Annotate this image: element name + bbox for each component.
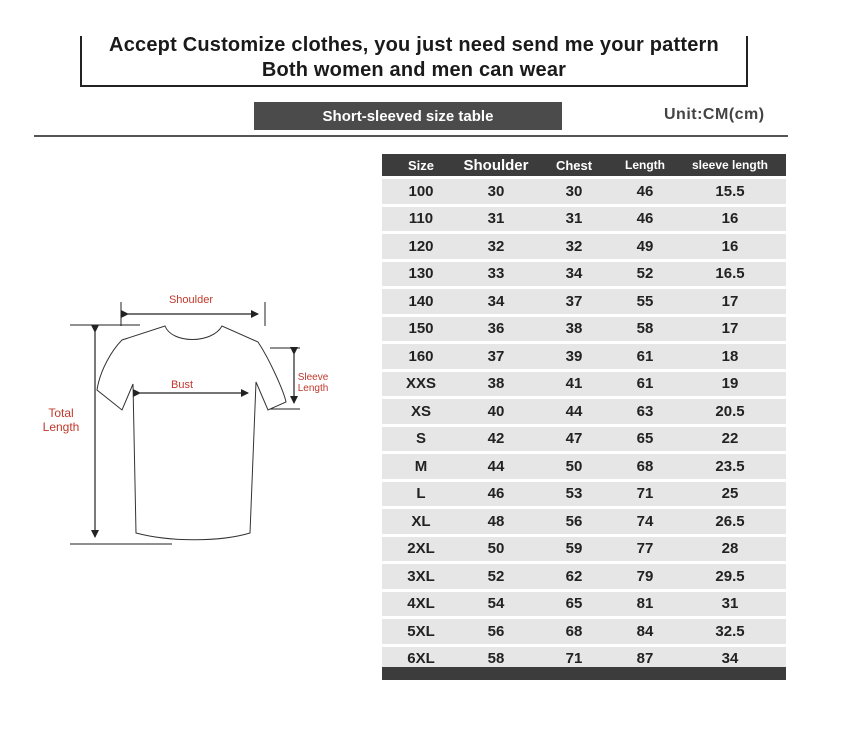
cell-sleeve-length: 28: [674, 537, 786, 562]
cell-shoulder: 48: [460, 509, 532, 534]
table-row: [382, 344, 786, 369]
cell-size: 120: [382, 234, 460, 259]
table-row: [382, 619, 786, 644]
cell-length: 68: [616, 454, 674, 479]
table-row: [382, 564, 786, 589]
cell-shoulder: 54: [460, 592, 532, 617]
cell-sleeve-length: 16: [674, 207, 786, 232]
table-row: [382, 509, 786, 534]
table-header-row: [382, 154, 786, 176]
cell-length: 61: [616, 344, 674, 369]
size-table: [382, 151, 786, 674]
cell-length: 55: [616, 289, 674, 314]
column-header-size: Size: [382, 154, 460, 176]
cell-chest: 50: [532, 454, 616, 479]
cell-sleeve-length: 17: [674, 317, 786, 342]
cell-length: 84: [616, 619, 674, 644]
cell-shoulder: 36: [460, 317, 532, 342]
tshirt-measurement-diagram: [0, 280, 380, 560]
cell-sleeve-length: 16.5: [674, 262, 786, 287]
column-header-shoulder: Shoulder: [460, 154, 532, 176]
cell-shoulder: 52: [460, 564, 532, 589]
cell-chest: 34: [532, 262, 616, 287]
cell-chest: 39: [532, 344, 616, 369]
cell-sleeve-length: 15.5: [674, 179, 786, 204]
cell-size: S: [382, 427, 460, 452]
cell-size: XS: [382, 399, 460, 424]
cell-sleeve-length: 19: [674, 372, 786, 397]
header-line-2: Both women and men can wear: [261, 59, 567, 81]
sleeve-label-line2: Length: [297, 383, 329, 394]
table-row: [382, 289, 786, 314]
cell-sleeve-length: 22: [674, 427, 786, 452]
total-label-line1: Total: [48, 406, 74, 420]
cell-size: 100: [382, 179, 460, 204]
cell-shoulder: 44: [460, 454, 532, 479]
table-row: [382, 179, 786, 204]
total-label-line2: Length: [42, 420, 80, 434]
cell-size: 130: [382, 262, 460, 287]
cell-length: 71: [616, 482, 674, 507]
table-row: [382, 372, 786, 397]
cell-length: 49: [616, 234, 674, 259]
cell-shoulder: 32: [460, 234, 532, 259]
table-row: [382, 537, 786, 562]
cell-chest: 38: [532, 317, 616, 342]
cell-length: 77: [616, 537, 674, 562]
cell-length: 81: [616, 592, 674, 617]
sleeve-length-label: [292, 372, 334, 394]
cell-sleeve-length: 20.5: [674, 399, 786, 424]
table-row: [382, 234, 786, 259]
cell-chest: 56: [532, 509, 616, 534]
cell-length: 74: [616, 509, 674, 534]
cell-chest: 71: [532, 647, 616, 672]
cell-chest: 62: [532, 564, 616, 589]
cell-length: 65: [616, 427, 674, 452]
cell-shoulder: 33: [460, 262, 532, 287]
table-row: [382, 207, 786, 232]
cell-size: XXS: [382, 372, 460, 397]
cell-chest: 31: [532, 207, 616, 232]
cell-shoulder: 58: [460, 647, 532, 672]
cell-length: 52: [616, 262, 674, 287]
cell-chest: 68: [532, 619, 616, 644]
cell-length: 61: [616, 372, 674, 397]
table-row: [382, 399, 786, 424]
shoulder-label: Shoulder: [168, 294, 214, 306]
table-row: [382, 317, 786, 342]
column-header-chest: Chest: [532, 154, 616, 176]
cell-chest: 53: [532, 482, 616, 507]
cell-shoulder: 50: [460, 537, 532, 562]
table-body: [382, 179, 786, 671]
table-footer-bar: [382, 667, 786, 680]
sleeve-label-line1: Sleeve: [297, 372, 329, 383]
cell-sleeve-length: 34: [674, 647, 786, 672]
cell-chest: 65: [532, 592, 616, 617]
divider: [34, 135, 788, 137]
cell-length: 87: [616, 647, 674, 672]
cell-sleeve-length: 25: [674, 482, 786, 507]
cell-chest: 37: [532, 289, 616, 314]
cell-size: 140: [382, 289, 460, 314]
cell-sleeve-length: 31: [674, 592, 786, 617]
cell-chest: 32: [532, 234, 616, 259]
cell-sleeve-length: 26.5: [674, 509, 786, 534]
cell-size: M: [382, 454, 460, 479]
cell-size: 6XL: [382, 647, 460, 672]
cell-size: XL: [382, 509, 460, 534]
cell-shoulder: 31: [460, 207, 532, 232]
cell-shoulder: 40: [460, 399, 532, 424]
cell-shoulder: 46: [460, 482, 532, 507]
cell-length: 79: [616, 564, 674, 589]
cell-chest: 47: [532, 427, 616, 452]
cell-chest: 41: [532, 372, 616, 397]
cell-shoulder: 34: [460, 289, 532, 314]
cell-chest: 59: [532, 537, 616, 562]
table-title: Short-sleeved size table: [254, 102, 562, 130]
cell-sleeve-length: 17: [674, 289, 786, 314]
cell-size: 150: [382, 317, 460, 342]
table-row: [382, 427, 786, 452]
cell-shoulder: 56: [460, 619, 532, 644]
table-row: [382, 262, 786, 287]
cell-sleeve-length: 29.5: [674, 564, 786, 589]
table-row: [382, 482, 786, 507]
column-header-sleeve-length: sleeve length: [674, 154, 786, 176]
column-header-length: Length: [616, 154, 674, 176]
cell-size: 2XL: [382, 537, 460, 562]
total-length-label: [36, 406, 86, 434]
cell-shoulder: 38: [460, 372, 532, 397]
cell-shoulder: 37: [460, 344, 532, 369]
header-line-1: Accept Customize clothes, you just need send me your pattern: [109, 34, 719, 56]
table-row: [382, 592, 786, 617]
cell-length: 46: [616, 207, 674, 232]
cell-sleeve-length: 18: [674, 344, 786, 369]
cell-length: 46: [616, 179, 674, 204]
cell-sleeve-length: 23.5: [674, 454, 786, 479]
table-row: [382, 454, 786, 479]
cell-size: 160: [382, 344, 460, 369]
cell-chest: 30: [532, 179, 616, 204]
cell-size: L: [382, 482, 460, 507]
cell-shoulder: 42: [460, 427, 532, 452]
cell-size: 110: [382, 207, 460, 232]
cell-length: 58: [616, 317, 674, 342]
cell-length: 63: [616, 399, 674, 424]
unit-label: Unit:CM(cm): [664, 106, 765, 123]
cell-size: 3XL: [382, 564, 460, 589]
cell-sleeve-length: 32.5: [674, 619, 786, 644]
cell-shoulder: 30: [460, 179, 532, 204]
cell-size: 4XL: [382, 592, 460, 617]
bust-label: Bust: [170, 379, 193, 391]
cell-chest: 44: [532, 399, 616, 424]
cell-sleeve-length: 16: [674, 234, 786, 259]
cell-size: 5XL: [382, 619, 460, 644]
header-banner: [80, 36, 748, 87]
